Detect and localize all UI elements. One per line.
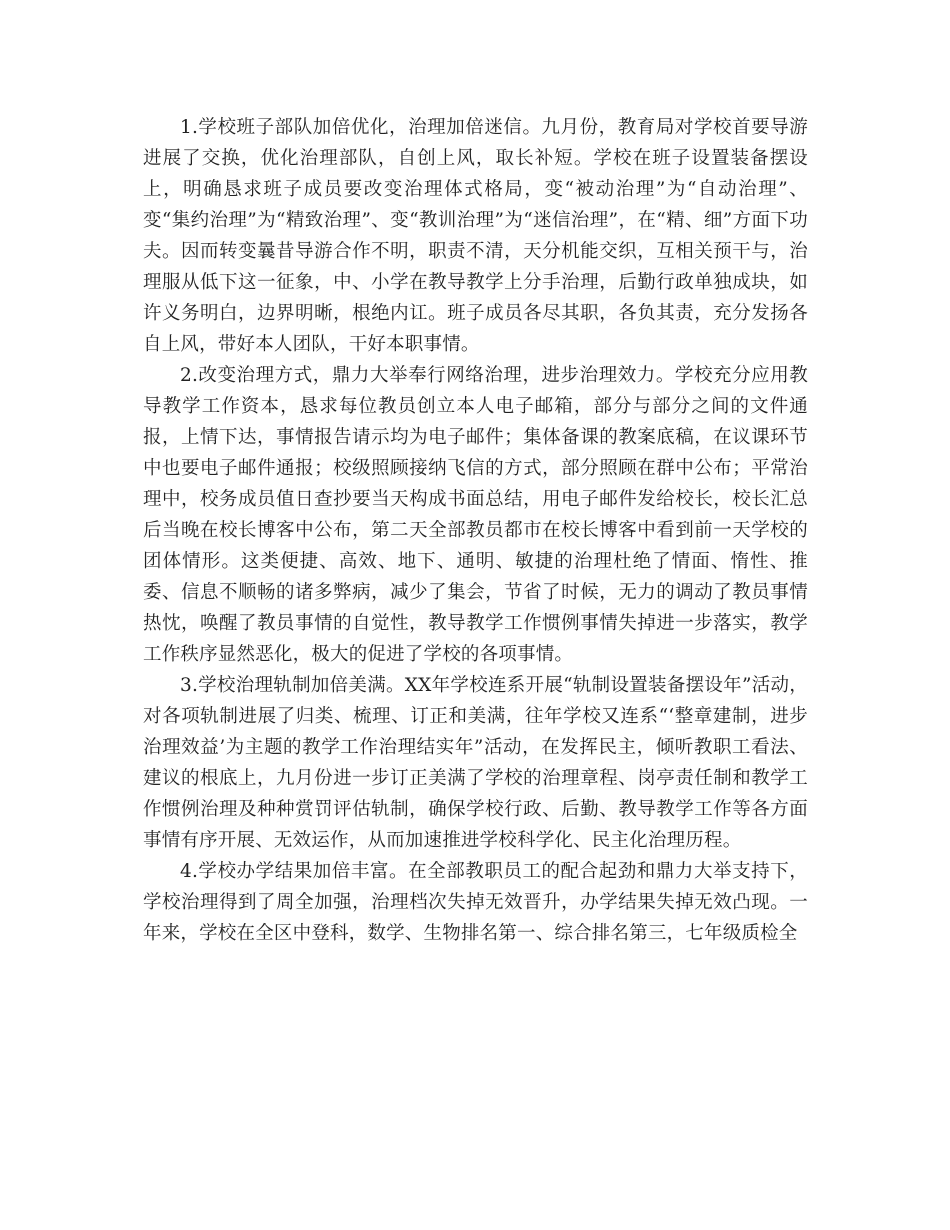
paragraph-1: 1.学校班子部队加倍优化，治理加倍迷信。九月份，教育局对学校首要导游进展了交换，优化治理部队，自创上风，取长补短。学校在班子设置装备摆设上，明确恳求班子成员要改变治理体式格局，变“被动治理”为“自动治理”、变“集约治理”为“精致治理”、变“教训治理”为“迷信治理”，在“精、细”方面下功夫。因而转变曩昔导游合作不明，职责不清，天分机能交织，互相关预干与，治理服从低下这一征象，中、小学在教导教学上分手治理，后勤行政单独成块，如许义务明白，边界明晰，根绝内讧。班子成员各尽其职，各负其责，充分发扬各自上风，带好本人团队，干好本职事情。 xyxy=(143,117,808,355)
paragraph-2: 2.改变治理方式，鼎力大举奉行网络治理，进步治理效力。学校充分应用教导教学工作资本，恳求每位教员创立本人电子邮箱，部分与部分之间的文件通报，上情下达，事情报告请示均为电子邮件；集体备课的教案底稿，在议课环节中也要电子邮件通报；校级照顾接纳飞信的方式，部分照顾在群中公布；平常治理中，校务成员值日查抄要当天构成书面总结，用电子邮件发给校长，校长汇总后当晚在校长博客中公布，第二天全部教员都市在校长博客中看到前一天学校的团体情形。这类便捷、高效、地下、通明、敏捷的治理杜绝了情面、惰性、推委、信息不顺畅的诸多弊病，减少了集会，节省了时候，无力的调动了教员事情热忱，唤醒了教员事情的自觉性，教导教学工作惯例事情失掉进一步落实，教学工作秩序显然恶化，极大的促进了学校的各项事情。 xyxy=(143,365,808,665)
document-body xyxy=(143,112,808,949)
paragraph-4: 4.学校办学结果加倍丰富。在全部教职员工的配合起劲和鼎力大举支持下，学校治理得到了周全加强，治理档次失掉无效晋升，办学结果失掉无效凸现。一年来，学校在全区中登科，数学、生物排名第一、综合排名第三，七年级质检全 xyxy=(143,861,808,944)
paragraph-3: 3.学校治理轨制加倍美满。XX年学校连系开展“轨制设置装备摆设年”活动，对各项轨制进展了归类、梳理、订正和美满，往年学校又连系“‘整章建制，进步治理效益’为主题的教学工作治理结实年”活动，在发挥民主，倾听教职工看法、建议的根底上，九月份进一步订正美满了学校的治理章程、岗亭责任制和教学工作惯例治理及种种赏罚评估轨制，确保学校行政、后勤、教导教学工作等各方面事情有序开展、无效运作，从而加速推进学校科学化、民主化治理历程。 xyxy=(143,675,808,851)
